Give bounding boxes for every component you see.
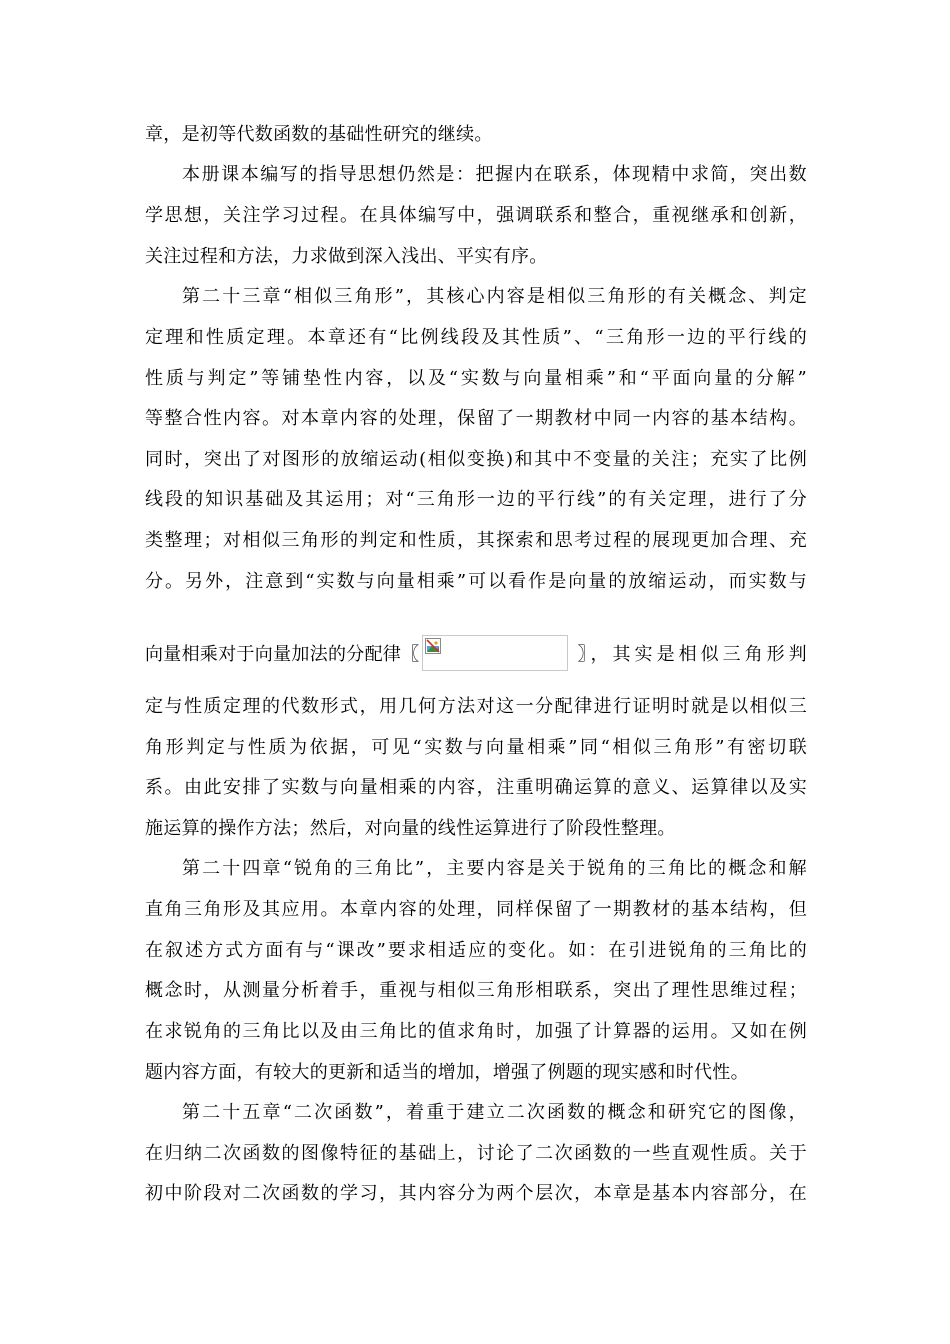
text-line-25: 在归纳二次函数的图像特征的基础上，讨论了二次函数的一些直观性质。关于: [145, 1143, 807, 1164]
text-line-20: 在叙述方式方面有与“课改”要求相适应的变化。如：在引进锐角的三角比的: [145, 940, 807, 961]
image-line-after: 〗，其实是相似三角形判: [577, 644, 807, 665]
text-line-26: 初中阶段对二次函数的学习，其内容分为两个层次，本章是基本内容部分，在: [145, 1183, 807, 1204]
text-line-12: 分。另外，注意到“实数与向量相乘”可以看作是向量的放缩运动，而实数与: [145, 571, 807, 592]
text-line-21: 概念时，从测量分析着手，重视与相似三角形相联系，突出了理性思维过程；: [145, 980, 807, 1001]
text-line-2: 本册课本编写的指导思想仍然是：把握内在联系，体现精中求简，突出数: [182, 164, 807, 185]
text-line-23: 题内容方面，有较大的更新和适当的增加，增强了例题的现实感和时代性。: [145, 1062, 749, 1083]
broken-image-icon: [425, 638, 441, 654]
text-line-16: 系。由此安排了实数与向量相乘的内容，注重明确运算的意义、运算律以及实: [145, 777, 807, 798]
text-line-18: 第二十四章“锐角的三角比”，主要内容是关于锐角的三角比的概念和解: [182, 858, 807, 879]
text-line-9: 同时，突出了对图形的放缩运动(相似变换)和其中不变量的关注；充实了比例: [145, 449, 807, 470]
text-line-with-image: [145, 633, 807, 673]
text-line-5: 第二十三章“相似三角形”，其核心内容是相似三角形的有关概念、判定: [182, 286, 807, 307]
text-line-6: 定理和性质定理。本章还有“比例线段及其性质”、“三角形一边的平行线的: [145, 327, 807, 348]
text-line-22: 在求锐角的三角比以及由三角比的值求角时，加强了计算器的运用。又如在例: [145, 1021, 807, 1042]
text-line-15: 角形判定与性质为依据，可见“实数与向量相乘”同“相似三角形”有密切联: [145, 737, 807, 758]
text-line-4: 关注过程和方法，力求做到深入浅出、平实有序。: [145, 246, 548, 267]
text-line-7: 性质与判定”等铺垫性内容，以及“实数与向量相乘”和“平面向量的分解”: [145, 368, 807, 389]
text-line-19: 直角三角形及其应用。本章内容的处理，同样保留了一期教材的基本结构，但: [145, 899, 807, 920]
broken-image-placeholder: [422, 635, 568, 671]
text-line-8: 等整合性内容。对本章内容的处理，保留了一期教材中同一内容的基本结构。: [145, 408, 807, 429]
text-line-11: 类整理；对相似三角形的判定和性质，其探索和思考过程的展现更加合理、充: [145, 530, 807, 551]
text-line-24: 第二十五章“二次函数”，着重于建立二次函数的概念和研究它的图像，: [182, 1102, 807, 1123]
text-line-1: 章，是初等代数函数的基础性研究的继续。: [145, 124, 493, 145]
text-line-14: 定与性质定理的代数形式，用几何方法对这一分配律进行证明时就是以相似三: [145, 696, 807, 717]
text-line-17: 施运算的操作方法；然后，对向量的线性运算进行了阶段性整理。: [145, 818, 676, 839]
text-line-10: 线段的知识基础及其运用；对“三角形一边的平行线”的有关定理，进行了分: [145, 489, 807, 510]
image-line-before: 向量相乘对于向量加法的分配律〖: [145, 644, 420, 665]
text-line-3: 学思想，关注学习过程。在具体编写中，强调联系和整合，重视继承和创新，: [145, 205, 807, 226]
